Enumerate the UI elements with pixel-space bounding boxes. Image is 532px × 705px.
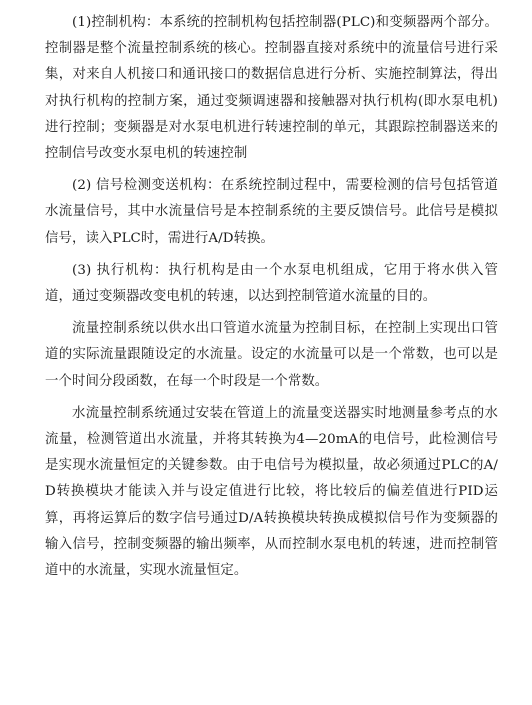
paragraph-signal-detection: (2) 信号检测变送机构：在系统控制过程中，需要检测的信号包括管道水流量信号，其中水流量信号是本控制系统的主要反馈信号。此信号是模拟信号，读入PLC时，需进行A/D转换。 <box>45 178 498 246</box>
paragraph-flow-control-process: 水流量控制系统通过安装在管道上的流量变送器实时地测量参考点的水流量，检测管道出水流量，并将其转换为4—20mA的电信号，此检测信号是实现水流量恒定的关键参数。由于电信号为模拟量，故必须通过PLC的A/D转换模块才能读入并与设定值进行比较，将比较后的偏差值进行PID运算，再将运算后的数字信号通过D/A转换模块转换成模拟信号作为变频器的输入信号，控制变频器的输出频率，从而控制水泵电机的转速，进而控制管道中的水流量，实现水流量恒定。 <box>45 405 498 579</box>
paragraph-actuator: (3) 执行机构：执行机构是由一个水泵电机组成，它用于将水供入管道，通过变频器改变电机的转速，以达到控制管道水流量的目的。 <box>45 262 498 305</box>
paragraph-control-mechanism: (1)控制机构：本系统的控制机构包括控制器(PLC)和变频器两个部分。控制器是整个流量控制系统的核心。控制器直接对系统中的流量信号进行采集，对来自人机接口和通讯接口的数据信息进行分析、实施控制算法，得出对执行机构的控制方案，通过变频调速器和接触器对执行机构(即水泵电机)进行控制；变频器是对水泵电机进行转速控制的单元，其跟踪控制器送来的控制信号改变水泵电机的转速控制 <box>45 15 498 162</box>
paragraph-flow-control-target: 流量控制系统以供水出口管道水流量为控制目标，在控制上实现出口管道的实际流量跟随设定的水流量。设定的水流量可以是一个常数，也可以是一个时间分段函数，在每一个时段是一个常数。 <box>45 321 498 389</box>
